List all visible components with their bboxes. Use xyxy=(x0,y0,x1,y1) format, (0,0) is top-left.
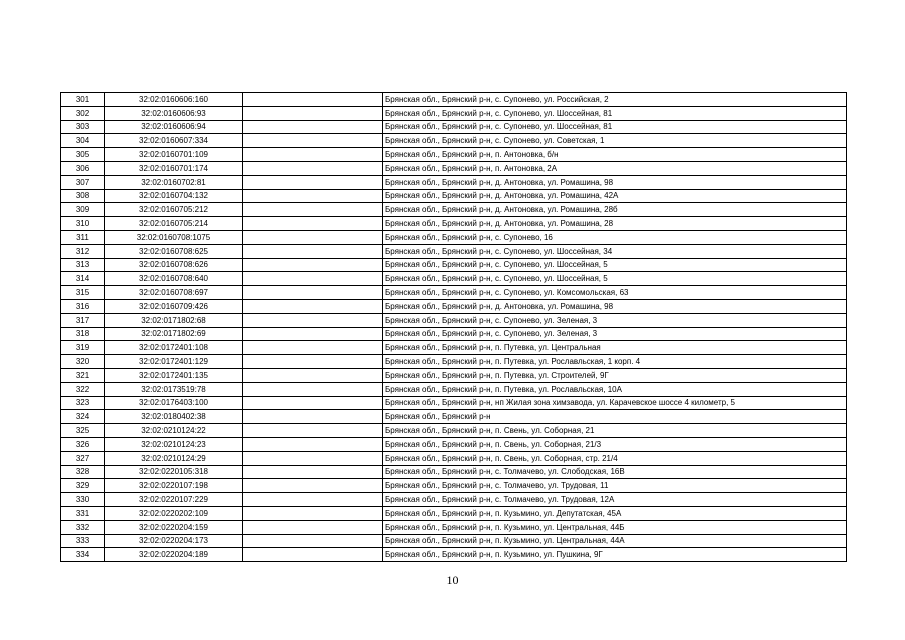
cadastral-number-cell: 32:02:0160606:93 xyxy=(105,106,243,120)
row-number-cell: 321 xyxy=(61,368,105,382)
address-cell: Брянская обл., Брянский р-н, с. Супонево, ул. Зеленая, 3 xyxy=(383,313,847,327)
table-row xyxy=(61,534,847,548)
empty-cell xyxy=(243,134,383,148)
row-number-cell: 331 xyxy=(61,506,105,520)
address-cell: Брянская обл., Брянский р-н xyxy=(383,410,847,424)
table-row xyxy=(61,175,847,189)
cadastral-number-cell: 32:02:0180402:38 xyxy=(105,410,243,424)
table-row xyxy=(61,327,847,341)
table-row xyxy=(61,161,847,175)
empty-cell xyxy=(243,93,383,107)
row-number-cell: 318 xyxy=(61,327,105,341)
address-cell: Брянская обл., Брянский р-н, с. Супонево, ул. Шоссейная, 81 xyxy=(383,106,847,120)
empty-cell xyxy=(243,286,383,300)
table-row xyxy=(61,286,847,300)
registry-table-body xyxy=(61,93,847,562)
address-cell: Брянская обл., Брянский р-н, п. Свень, ул. Соборная, стр. 21/4 xyxy=(383,451,847,465)
table-row xyxy=(61,258,847,272)
address-cell: Брянская обл., Брянский р-н, п. Путевка, ул. Центральная xyxy=(383,341,847,355)
empty-cell xyxy=(243,106,383,120)
cadastral-number-cell: 32:02:0176403:100 xyxy=(105,396,243,410)
empty-cell xyxy=(243,479,383,493)
empty-cell xyxy=(243,493,383,507)
empty-cell xyxy=(243,506,383,520)
row-number-cell: 304 xyxy=(61,134,105,148)
table-row xyxy=(61,244,847,258)
empty-cell xyxy=(243,244,383,258)
cadastral-number-cell: 32:02:0160708:697 xyxy=(105,286,243,300)
row-number-cell: 317 xyxy=(61,313,105,327)
empty-cell xyxy=(243,548,383,562)
address-cell: Брянская обл., Брянский р-н, п. Антоновка, 2А xyxy=(383,161,847,175)
address-cell: Брянская обл., Брянский р-н, с. Толмачево, ул. Слободская, 16В xyxy=(383,465,847,479)
row-number-cell: 322 xyxy=(61,382,105,396)
empty-cell xyxy=(243,368,383,382)
table-row xyxy=(61,93,847,107)
row-number-cell: 324 xyxy=(61,410,105,424)
address-cell: Брянская обл., Брянский р-н, п. Путевка, ул. Рославльская, 10А xyxy=(383,382,847,396)
row-number-cell: 334 xyxy=(61,548,105,562)
table-row xyxy=(61,313,847,327)
table-row xyxy=(61,396,847,410)
row-number-cell: 312 xyxy=(61,244,105,258)
table-row xyxy=(61,148,847,162)
address-cell: Брянская обл., Брянский р-н, д. Антоновка, ул. Ромашина, 42А xyxy=(383,189,847,203)
row-number-cell: 333 xyxy=(61,534,105,548)
empty-cell xyxy=(243,355,383,369)
cadastral-number-cell: 32:02:0171802:69 xyxy=(105,327,243,341)
row-number-cell: 327 xyxy=(61,451,105,465)
row-number-cell: 305 xyxy=(61,148,105,162)
row-number-cell: 325 xyxy=(61,424,105,438)
cadastral-number-cell: 32:02:0171802:68 xyxy=(105,313,243,327)
table-row xyxy=(61,299,847,313)
address-cell: Брянская обл., Брянский р-н, с. Супонево, ул. Комсомольская, 63 xyxy=(383,286,847,300)
row-number-cell: 320 xyxy=(61,355,105,369)
row-number-cell: 319 xyxy=(61,341,105,355)
row-number-cell: 314 xyxy=(61,272,105,286)
empty-cell xyxy=(243,341,383,355)
empty-cell xyxy=(243,299,383,313)
table-row xyxy=(61,548,847,562)
table-row xyxy=(61,355,847,369)
cadastral-number-cell: 32:02:0160701:174 xyxy=(105,161,243,175)
address-cell: Брянская обл., Брянский р-н, д. Антоновка, ул. Ромашина, 28б xyxy=(383,203,847,217)
cadastral-number-cell: 32:02:0160705:214 xyxy=(105,217,243,231)
table-row xyxy=(61,410,847,424)
row-number-cell: 303 xyxy=(61,120,105,134)
cadastral-number-cell: 32:02:0160708:626 xyxy=(105,258,243,272)
empty-cell xyxy=(243,175,383,189)
row-number-cell: 310 xyxy=(61,217,105,231)
table-row xyxy=(61,424,847,438)
table-row xyxy=(61,465,847,479)
row-number-cell: 307 xyxy=(61,175,105,189)
address-cell: Брянская обл., Брянский р-н, д. Антоновка, ул. Ромашина, 98 xyxy=(383,175,847,189)
address-cell: Брянская обл., Брянский р-н, нп Жилая зона химзавода, ул. Карачевское шоссе 4 километр, 5 xyxy=(383,396,847,410)
address-cell: Брянская обл., Брянский р-н, п. Кузьмино, ул. Депутатская, 45А xyxy=(383,506,847,520)
property-registry-table xyxy=(60,92,847,562)
cadastral-number-cell: 32:02:0172401:129 xyxy=(105,355,243,369)
table-row xyxy=(61,189,847,203)
address-cell: Брянская обл., Брянский р-н, д. Антоновка, ул. Ромашина, 98 xyxy=(383,299,847,313)
cadastral-number-cell: 32:02:0172401:108 xyxy=(105,341,243,355)
address-cell: Брянская обл., Брянский р-н, п. Кузьмино, ул. Пушкина, 9Г xyxy=(383,548,847,562)
empty-cell xyxy=(243,437,383,451)
cadastral-number-cell: 32:02:0160708:625 xyxy=(105,244,243,258)
empty-cell xyxy=(243,148,383,162)
table-row xyxy=(61,230,847,244)
address-cell: Брянская обл., Брянский р-н, с. Супонево, ул. Шоссейная, 81 xyxy=(383,120,847,134)
page-number: 10 xyxy=(446,573,459,587)
cadastral-number-cell: 32:02:0210124:29 xyxy=(105,451,243,465)
cadastral-number-cell: 32:02:0160606:160 xyxy=(105,93,243,107)
cadastral-number-cell: 32:02:0220202:109 xyxy=(105,506,243,520)
row-number-cell: 301 xyxy=(61,93,105,107)
empty-cell xyxy=(243,520,383,534)
cadastral-number-cell: 32:02:0160702:81 xyxy=(105,175,243,189)
table-row xyxy=(61,120,847,134)
empty-cell xyxy=(243,313,383,327)
empty-cell xyxy=(243,230,383,244)
row-number-cell: 309 xyxy=(61,203,105,217)
address-cell: Брянская обл., Брянский р-н, п. Свень, ул. Соборная, 21/3 xyxy=(383,437,847,451)
row-number-cell: 326 xyxy=(61,437,105,451)
cadastral-number-cell: 32:02:0160606:94 xyxy=(105,120,243,134)
cadastral-number-cell: 32:02:0160709:426 xyxy=(105,299,243,313)
cadastral-number-cell: 32:02:0220204:189 xyxy=(105,548,243,562)
address-cell: Брянская обл., Брянский р-н, с. Супонево, 16 xyxy=(383,230,847,244)
cadastral-number-cell: 32:02:0172401:135 xyxy=(105,368,243,382)
empty-cell xyxy=(243,327,383,341)
empty-cell xyxy=(243,217,383,231)
table-row xyxy=(61,272,847,286)
row-number-cell: 316 xyxy=(61,299,105,313)
table-row xyxy=(61,520,847,534)
address-cell: Брянская обл., Брянский р-н, п. Свень, ул. Соборная, 21 xyxy=(383,424,847,438)
cadastral-number-cell: 32:02:0160607:334 xyxy=(105,134,243,148)
cadastral-number-cell: 32:02:0173519:78 xyxy=(105,382,243,396)
cadastral-number-cell: 32:02:0220204:159 xyxy=(105,520,243,534)
empty-cell xyxy=(243,189,383,203)
address-cell: Брянская обл., Брянский р-н, с. Толмачево, ул. Трудовая, 11 xyxy=(383,479,847,493)
row-number-cell: 323 xyxy=(61,396,105,410)
table-row xyxy=(61,382,847,396)
cadastral-number-cell: 32:02:0160708:1075 xyxy=(105,230,243,244)
address-cell: Брянская обл., Брянский р-н, с. Супонево, ул. Шоссейная, 5 xyxy=(383,258,847,272)
empty-cell xyxy=(243,396,383,410)
address-cell: Брянская обл., Брянский р-н, с. Супонево, ул. Шоссейная, 5 xyxy=(383,272,847,286)
cadastral-number-cell: 32:02:0220204:173 xyxy=(105,534,243,548)
empty-cell xyxy=(243,272,383,286)
row-number-cell: 302 xyxy=(61,106,105,120)
address-cell: Брянская обл., Брянский р-н, п. Путевка, ул. Рославльская, 1 корп. 4 xyxy=(383,355,847,369)
table-row xyxy=(61,506,847,520)
row-number-cell: 315 xyxy=(61,286,105,300)
row-number-cell: 313 xyxy=(61,258,105,272)
row-number-cell: 332 xyxy=(61,520,105,534)
address-cell: Брянская обл., Брянский р-н, п. Кузьмино, ул. Центральная, 44А xyxy=(383,534,847,548)
empty-cell xyxy=(243,203,383,217)
table-row xyxy=(61,203,847,217)
address-cell: Брянская обл., Брянский р-н, п. Кузьмино, ул. Центральная, 44Б xyxy=(383,520,847,534)
table-row xyxy=(61,217,847,231)
row-number-cell: 306 xyxy=(61,161,105,175)
row-number-cell: 311 xyxy=(61,230,105,244)
cadastral-number-cell: 32:02:0160704:132 xyxy=(105,189,243,203)
empty-cell xyxy=(243,451,383,465)
cadastral-number-cell: 32:02:0160705:212 xyxy=(105,203,243,217)
table-row xyxy=(61,451,847,465)
cadastral-number-cell: 32:02:0210124:23 xyxy=(105,437,243,451)
row-number-cell: 328 xyxy=(61,465,105,479)
address-cell: Брянская обл., Брянский р-н, с. Супонево, ул. Советская, 1 xyxy=(383,134,847,148)
empty-cell xyxy=(243,382,383,396)
cadastral-number-cell: 32:02:0220107:198 xyxy=(105,479,243,493)
address-cell: Брянская обл., Брянский р-н, с. Супонево, ул. Российская, 2 xyxy=(383,93,847,107)
table-row xyxy=(61,106,847,120)
cadastral-number-cell: 32:02:0220107:229 xyxy=(105,493,243,507)
row-number-cell: 329 xyxy=(61,479,105,493)
cadastral-number-cell: 32:02:0210124:22 xyxy=(105,424,243,438)
empty-cell xyxy=(243,258,383,272)
table-row xyxy=(61,437,847,451)
empty-cell xyxy=(243,120,383,134)
row-number-cell: 308 xyxy=(61,189,105,203)
cadastral-number-cell: 32:02:0220105:318 xyxy=(105,465,243,479)
address-cell: Брянская обл., Брянский р-н, с. Супонево, ул. Шоссейная, 34 xyxy=(383,244,847,258)
empty-cell xyxy=(243,534,383,548)
empty-cell xyxy=(243,424,383,438)
table-row xyxy=(61,341,847,355)
address-cell: Брянская обл., Брянский р-н, с. Толмачево, ул. Трудовая, 12А xyxy=(383,493,847,507)
empty-cell xyxy=(243,410,383,424)
row-number-cell: 330 xyxy=(61,493,105,507)
address-cell: Брянская обл., Брянский р-н, с. Супонево, ул. Зеленая, 3 xyxy=(383,327,847,341)
table-row xyxy=(61,368,847,382)
cadastral-number-cell: 32:02:0160708:640 xyxy=(105,272,243,286)
table-row xyxy=(61,134,847,148)
cadastral-number-cell: 32:02:0160701:109 xyxy=(105,148,243,162)
table-row xyxy=(61,479,847,493)
address-cell: Брянская обл., Брянский р-н, п. Путевка, ул. Строителей, 9Г xyxy=(383,368,847,382)
address-cell: Брянская обл., Брянский р-н, д. Антоновка, ул. Ромашина, 28 xyxy=(383,217,847,231)
table-row xyxy=(61,493,847,507)
address-cell: Брянская обл., Брянский р-н, п. Антоновка, б/н xyxy=(383,148,847,162)
empty-cell xyxy=(243,465,383,479)
empty-cell xyxy=(243,161,383,175)
